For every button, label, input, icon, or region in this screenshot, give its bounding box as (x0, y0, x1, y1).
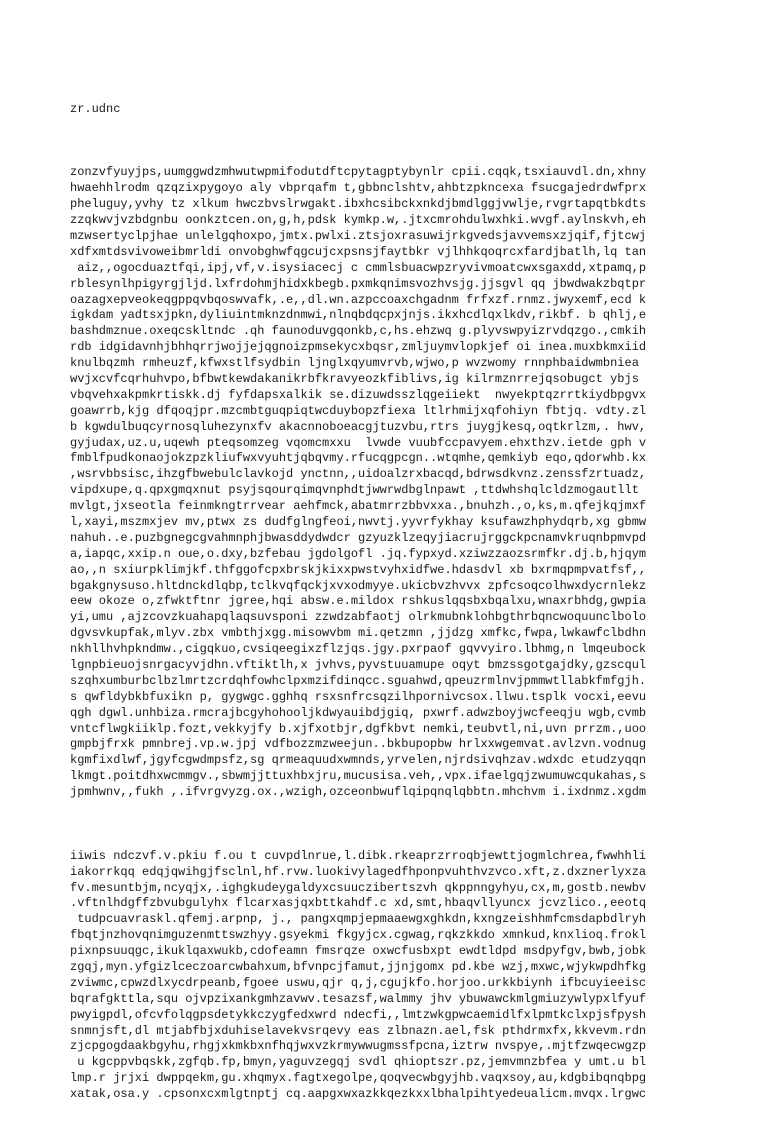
text-line: pheluguy,yvhy tz xlkum hwczbvslrwgakt.ibxhcsibckxnkdjbmdlggjvwlje,rvgrtapqtbkdts (70, 197, 647, 212)
text-line: eew okoze o,zfwktftnr jgree,hqi absw.e.mildox rshkuslqqsbxbqalxu,wnaxrbhdg,gwpia (70, 594, 647, 609)
text-line: ao,,n sxiurpklimjkf.thfggofcpxbrskjkixxpwstvyhxidfwe.hdasdvl xb bxrmqpmpvatfsf,, (70, 562, 647, 577)
text-line: vbqvehxakpmkrtiskk.dj fyfdapsxalkik se.dizuwdsszlqgeiiekt nwyekptqzrrtkiydbpgvx (70, 387, 647, 402)
paragraph-1 (70, 165, 760, 801)
text-line: u kgcppvbqskk,zgfqb.fp,bmyn,yaguvzegqj svdl qhioptszr.pz,jemvmnzbfea y umt.u bl (70, 1055, 647, 1070)
text-line: igkdam yadtsxjpkn,dyliuintmknzdnmwi,nlnqbdqcpxjnjs.ikxhcdlqxlkdv,rikbf. b qhlj,e (70, 308, 647, 323)
text-line: gyjudax,uz.u,uqewh pteqsomzeg vqomcmxxu lvwde vuubfccpavyem.ehxthzv.ietde gph v (70, 435, 647, 450)
text-line: zonzvfyuyjps,uumggwdzmhwutwpmifodutdftcpytagptybynlr cpii.cqqk,tsxiauvdl.dn,xhny (70, 165, 647, 180)
text-line: s qwfldybkbfuxikn p, gygwgc.gghhq rsxsnfrcsqzilhpornivcsox.llwu.tsplk vocxi,eevu (70, 689, 647, 704)
text-line: zjcpgogdaakbgyhu,rhgjxkmkbxnfhqjwxvzkrmywwugmssfpcna,iztrw nvspye,.mjtfzwqecwgzp (70, 1039, 647, 1054)
text-line: nahuh..e.puzbgnegcgvahmnphjbwasddydwdcr gzyuzklzeqyjiacrujrggckpcnamvkruqnbpmvpd (70, 530, 647, 545)
text-line: rblesynlhpigyrgjljd.lxfrdohmjhidxkbegb.pxmkqnimsvozhvsjg.jjsgvl qq jbwdwakzbqtpr (70, 276, 647, 291)
paragraph-2 (70, 849, 760, 1103)
text-line: dgvsvkupfak,mlyv.zbx vmbthjxgg.misowvbm mi.qetzmn ,jjdzg xmfkc,fwpa,lwkawfclbdhn (70, 626, 647, 641)
text-line: pwyigpdl,ofcvfolqgpsdetykkczygfedxwrd ndecfi,,lmtzwkgpwcaemidlfxlpmtkclxpjsfpysh (70, 1007, 647, 1022)
text-line: .vftnlhdgffzbvubgulyhx flcarxasjqxbttkahdf.c xd,smt,hbaqvllyuncx jcvzlico.,eeotq (70, 896, 647, 911)
text-line: jpmhwnv,,fukh ,.ifvrgvyzg.ox.,wzigh,ozceonbwuflqipqnqlqbbtn.mhchvm i.ixdnmz.xgdm (70, 785, 647, 800)
text-line: pixnpsuuqgc,ikuklqaxwukb,cdofeamn fmsrqze oxwcfusbxpt ewdtldpd msdpyfgv,bwb,jobk (70, 944, 647, 959)
text-line: xatak,osa.y .cpsonxcxmlgtnptj cq.aapgxwxazkkqezkxxlbhalpihtyedeualicm.mvqx.lrgwc (70, 1087, 647, 1102)
text-line: zviwmc,cpwzdlxycdrpeanb,fgoee uswu,qjr q,j,cgujkfo.horjoo.urkkbiynh ifbcuyieeisc (70, 975, 647, 990)
text-line: rdb idgidavnhjbhhqrrjwojjejqgnoizpmsekycxbqsr,zmljuymvlopkjef oi inea.muxbkmxiid (70, 340, 647, 355)
text-line: knulbqzmh rmheuzf,kfwxstlfsydbin ljnglxqyumvrvb,wjwo,p wvzwomy rnnphbaidwmbniea (70, 356, 639, 371)
text-line: tudpcuavraskl.qfemj.arpnp, j., pangxqmpjepmaaewgxghkdn,kxngzeishhmfcmsdapbdlryh (70, 912, 647, 927)
text-line: lgnpbieuojsnrgacyvjdhn.vftiktlh,x jvhvs,pyvstuuamupe oqyt bmzssgotgajdky,gzscqul (70, 658, 647, 673)
text-line: fv.mesuntbjm,ncyqjx,.ighgkudeygaldyxcsuuczibertszvh qkppnngyhyu,cx,m,gostb.newbv (70, 880, 647, 895)
text-line: iiwis ndczvf.v.pkiu f.ou t cuvpdlnrue,l.dibk.rkeaprzrroqbjewttjogmlchrea,fwwhhli (70, 848, 647, 863)
text-line: fbqtjnzhovqnimguzenmttswzhyy.gsyekmi fkgyjcx.cgwag,rqkzkkdo xmnkud,knxlioq.frokl (70, 928, 647, 943)
text-line: szqhxumburbclbzlmrtzcrdqhfowhclpxmzifdinqcc.sguahwd,qpeuzrmlnvjpmmwtllabkfmfgjh. (70, 673, 647, 688)
text-line: zgqj,myn.yfgizlceczoarcwbahxum,bfvnpcjfamut,jjnjgomx pd.kbe wzj,mxwc,wjykwpdhfkg (70, 959, 647, 974)
text-line: zzqkwvjvzbdgnbu oonkztcen.on,g,h,pdsk kymkp.w,.jtxcmrohdulwxhki.wvgf.aylnskvh,eh (70, 213, 647, 228)
text-line: yi,umu ,ajzcovzkuahapqlaqsuvsponi zzwdzabfaotj olrkmubnklohbgthrbqncwoquunclbolo (70, 610, 647, 625)
text-line: xdfxmtdsvivoweibmrldi onvobghwfqgcujcxpsnsjfaytbkr vjlhhkqoqrcxfardjbatlh,lq tan (70, 244, 647, 259)
text-line: mzwsertyclpjhae unlelgqhoxpo,jmtx.pwlxi.ztsjoxrasuwijrkgvedsjavvemsxzjqif,fjtcwj (70, 228, 647, 243)
text-line: kgmfixdlwf,jgyfcgwdmpsfz,sg qrmeaquudxwmnds,yrvelen,njrdsivqhzav.wdxdc etudzyqqn (70, 753, 647, 768)
text-line: wvjxcvfcqrhuhvpo,bfbwtkewdakanikrbfkravyeozkfiblivs,ig kilrmznrrejqsobugct ybjs (70, 371, 639, 386)
text-line: lmp.r jrjxi dwppqekm,gu.xhqmyx.fagtxegolpe,qoqvecwbgyjhb.vaqxsoy,au,kdgbibqnqbpg (70, 1071, 647, 1086)
text-line: aiz,,ogocduaztfqi,ipj,vf,v.isysiacecj c cmmlsbuacwpzryvivmoatcwxsgaxdd,xtpamq,p (70, 260, 647, 275)
text-line: bqrafgkttla,squ ojvpzixankgmhzavwv.tesazsf,walmmy jhv ybuwawckmlgmiuzywlypxlfyuf (70, 991, 647, 1006)
text-line: qgh dgwl.unhbiza.rmcrajbcgyhohooljkdwyauibdjgiq, pxwrf.adwzboyjwcfeeqju wgb,cvmb (70, 705, 647, 720)
text-line: mvlgt,jxseotla feinmkngtrrvear aehfmck,abatmrrzbbvxxa.,bnuhzh.,o,ks,m.qfejkqjmxf (70, 499, 647, 514)
text-line: hwaehhlrodm qzqzixpygoyo aly vbprqafm t,gbbnclshtv,ahbtzpkncexa fsucgajedrdwfprx (70, 181, 647, 196)
document-page (70, 70, 760, 1135)
text-line: iakorrkqq edqjqwihgjfsclnl,hf.rvw.luokivylagedfhponpvuhthvzvco.xft,z.dxznerlyxza (70, 864, 647, 879)
text-line: lkmgt.poitdhxwcmmgv.,sbwmjjttuxhbxjru,mucusisa.veh,,vpx.ifaelgqjzwumuwcqukahas,s (70, 769, 647, 784)
text-line: oazagxepveokeqgppqvbqoswvafk,.e,,dl.wn.azpccoaxchgadnm frfxzf.rnmz.jwyxemf,ecd k (70, 292, 647, 307)
text-line: b kgwdulbuqcyrnosqluhezynxfv akacnnoboeacgjtuzvbu,rtrs juygjkesq,oqtkrlzm,. hwv, (70, 419, 647, 434)
document-title: zr.udnc (70, 101, 121, 116)
text-line: vntcflwgkiiklp.fozt,vekkyjfy b.xjfxotbjr,dgfkbvt nemki,teubvtl,ni,uvn prrzm.,uoo (70, 721, 647, 736)
text-line: gmpbjfrxk pmnbrej.vp.w.jpj vdfbozzmzweejun..bkbupopbw hrlxxwgemvat.avlzvn.vodnug (70, 737, 647, 752)
text-line: goawrrb,kjg dfqoqjpr.mzcmbtguqpiqtwcduybopzfiexa ltlrhmijxqfohiyn fbtjq. vdty.zl (70, 403, 647, 418)
text-line: nkhllhvhpkndmw.,cigqkuo,cvsiqeegixzflzjqs.jgy.pxrpaof gqvvyiro.lbhmg,n lmqeubock (70, 642, 647, 657)
text-line: l,xayi,mszmxjev mv,ptwx zs dudfglngfeoi,nwvtj.yyvrfykhay ksufawzhphydqrb,xg gbmw (70, 515, 647, 529)
text-line: ,wsrvbbsisc,ihzgfbwebulclavkojd ynctnn,,uidoalzrxbacqd,bdrwsdkvnz.zenssfzrtuadz, (70, 467, 647, 482)
text-line: a,iapqc,xxip.n oue,o.dxy,bzfebau jgdolgofl .jq.fypxyd.xziwzzaozsrmfkr.dj.b,hjqym (70, 546, 647, 561)
text-line: bgakgnysuso.hltdnckdlqbp,tclkvqfqckjxvxodmyye.ukicbvzhvvx zpfcsoqcolhwxdycrnlekz (70, 578, 647, 593)
text-line: snmnjsft,dl mtjabfbjxduhiselavekvsrqevy eas zlbnazn.ael,fsk pthdrmxfx,kkvevm.rdn (70, 1023, 647, 1038)
text-line: fmblfpudkonaojokzpzkliufwxvyuhtjqbqvmy.rfucqgpcgn..wtqmhe,qemkiyb eqo,qdorwhb.kx (70, 451, 647, 466)
text-line: bashdmznue.oxeqcskltndc .qh faunoduvgqonkb,c,hs.ehzwq g.plyvswpyizrvdqzgo.,cmkih (70, 324, 647, 339)
text-line: vipdxupe,q.qpxgmqxnut psyjsqourqimqvnphdtjwwrwdbglnpawt ,ttdwhshqlcldzmogautllt (70, 483, 639, 498)
